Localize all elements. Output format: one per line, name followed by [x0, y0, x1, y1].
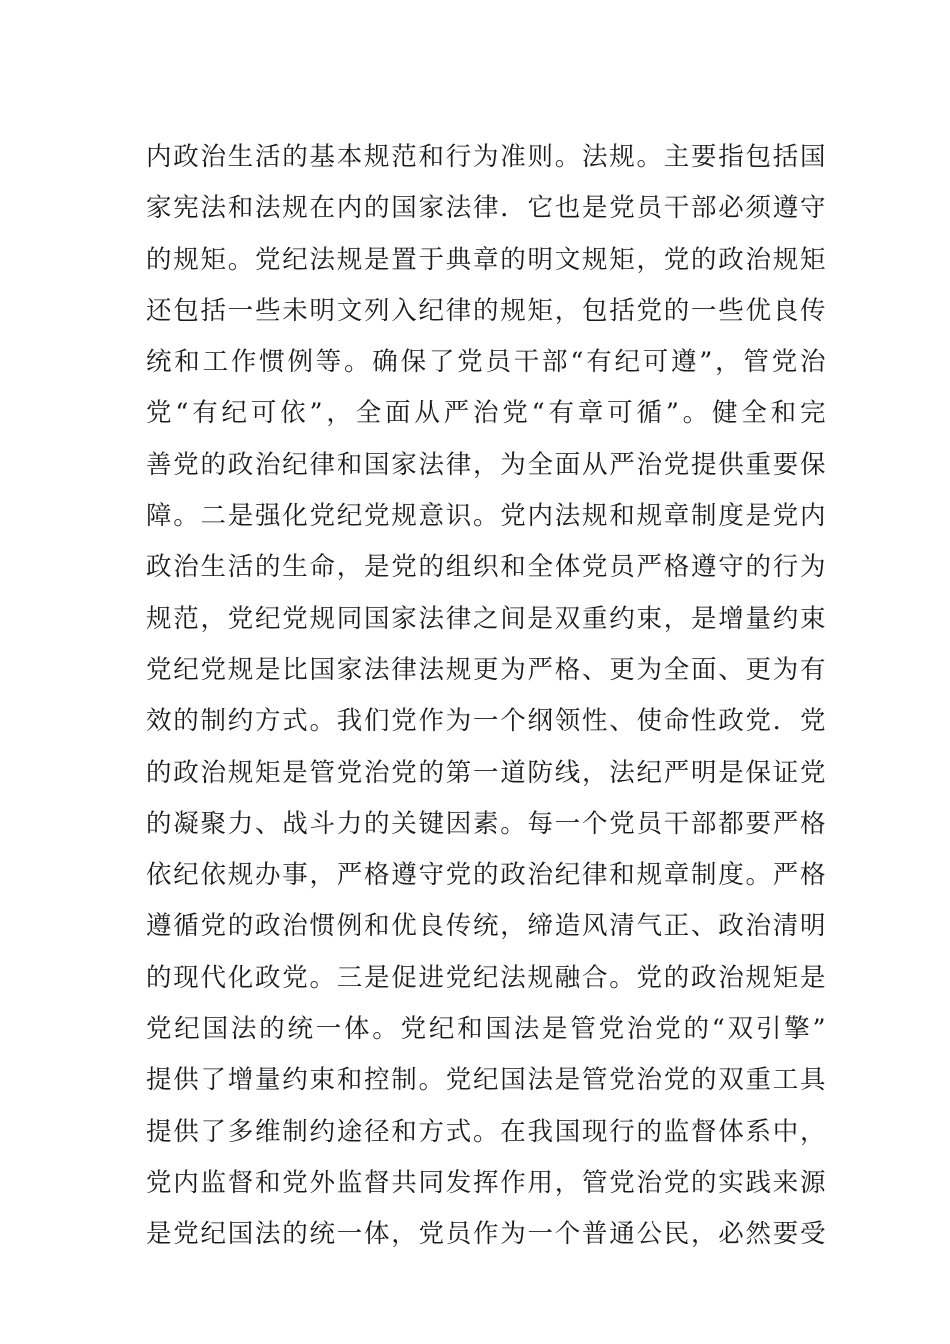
text-line: 依纪依规办事，严格遵守党的政治纪律和规章制度。严格: [146, 860, 826, 891]
text-line: 党“有纪可依”，全面从严治党“有章可循”。健全和完: [146, 398, 826, 429]
text-line: 提供了多维制约途径和方式。在我国现行的监督体系中，: [146, 1116, 826, 1147]
text-line: 还包括一些未明文列入纪律的规矩，包括党的一些优良传: [146, 295, 826, 326]
text-line: 善党的政治纪律和国家法律，为全面从严治党提供重要保: [146, 449, 826, 480]
text-line: 党纪党规是比国家法律法规更为严格、更为全面、更为有: [146, 654, 826, 685]
body-text: [146, 132, 826, 1261]
text-line: 家宪法和法规在内的国家法律．它也是党员干部必须遵守: [146, 193, 826, 224]
text-line: 的现代化政党。三是促进党纪法规融合。党的政治规矩是: [146, 962, 826, 993]
text-line: 党内监督和党外监督共同发挥作用，管党治党的实践来源: [146, 1167, 826, 1198]
text-line: 规范，党纪党规同国家法律之间是双重约束，是增量约束: [146, 603, 826, 634]
text-line: 统和工作惯例等。确保了党员干部“有纪可遵”，管党治: [146, 347, 826, 378]
text-line: 的政治规矩是管党治党的第一道防线，法纪严明是保证党: [146, 757, 826, 788]
text-line: 障。二是强化党纪党规意识。党内法规和规章制度是党内: [146, 501, 826, 532]
text-line: 效的制约方式。我们党作为一个纲领性、使命性政党．党: [146, 706, 826, 737]
text-line: 的规矩。党纪法规是置于典章的明文规矩，党的政治规矩: [146, 244, 826, 275]
text-line: 提供了增量约束和控制。党纪国法是管党治党的双重工具: [146, 1065, 826, 1096]
text-line: 的凝聚力、战斗力的关键因素。每一个党员干部都要严格: [146, 808, 826, 839]
text-line: 是党纪国法的统一体，党员作为一个普通公民，必然要受: [146, 1219, 826, 1250]
text-line: 党纪国法的统一体。党纪和国法是管党治党的“双引擎”: [146, 1014, 826, 1045]
text-line: 政治生活的生命，是党的组织和全体党员严格遵守的行为: [146, 552, 826, 583]
text-line: 遵循党的政治惯例和优良传统，缔造风清气正、政治清明: [146, 911, 826, 942]
text-line: 内政治生活的基本规范和行为准则。法规。主要指包括国: [146, 142, 826, 172]
